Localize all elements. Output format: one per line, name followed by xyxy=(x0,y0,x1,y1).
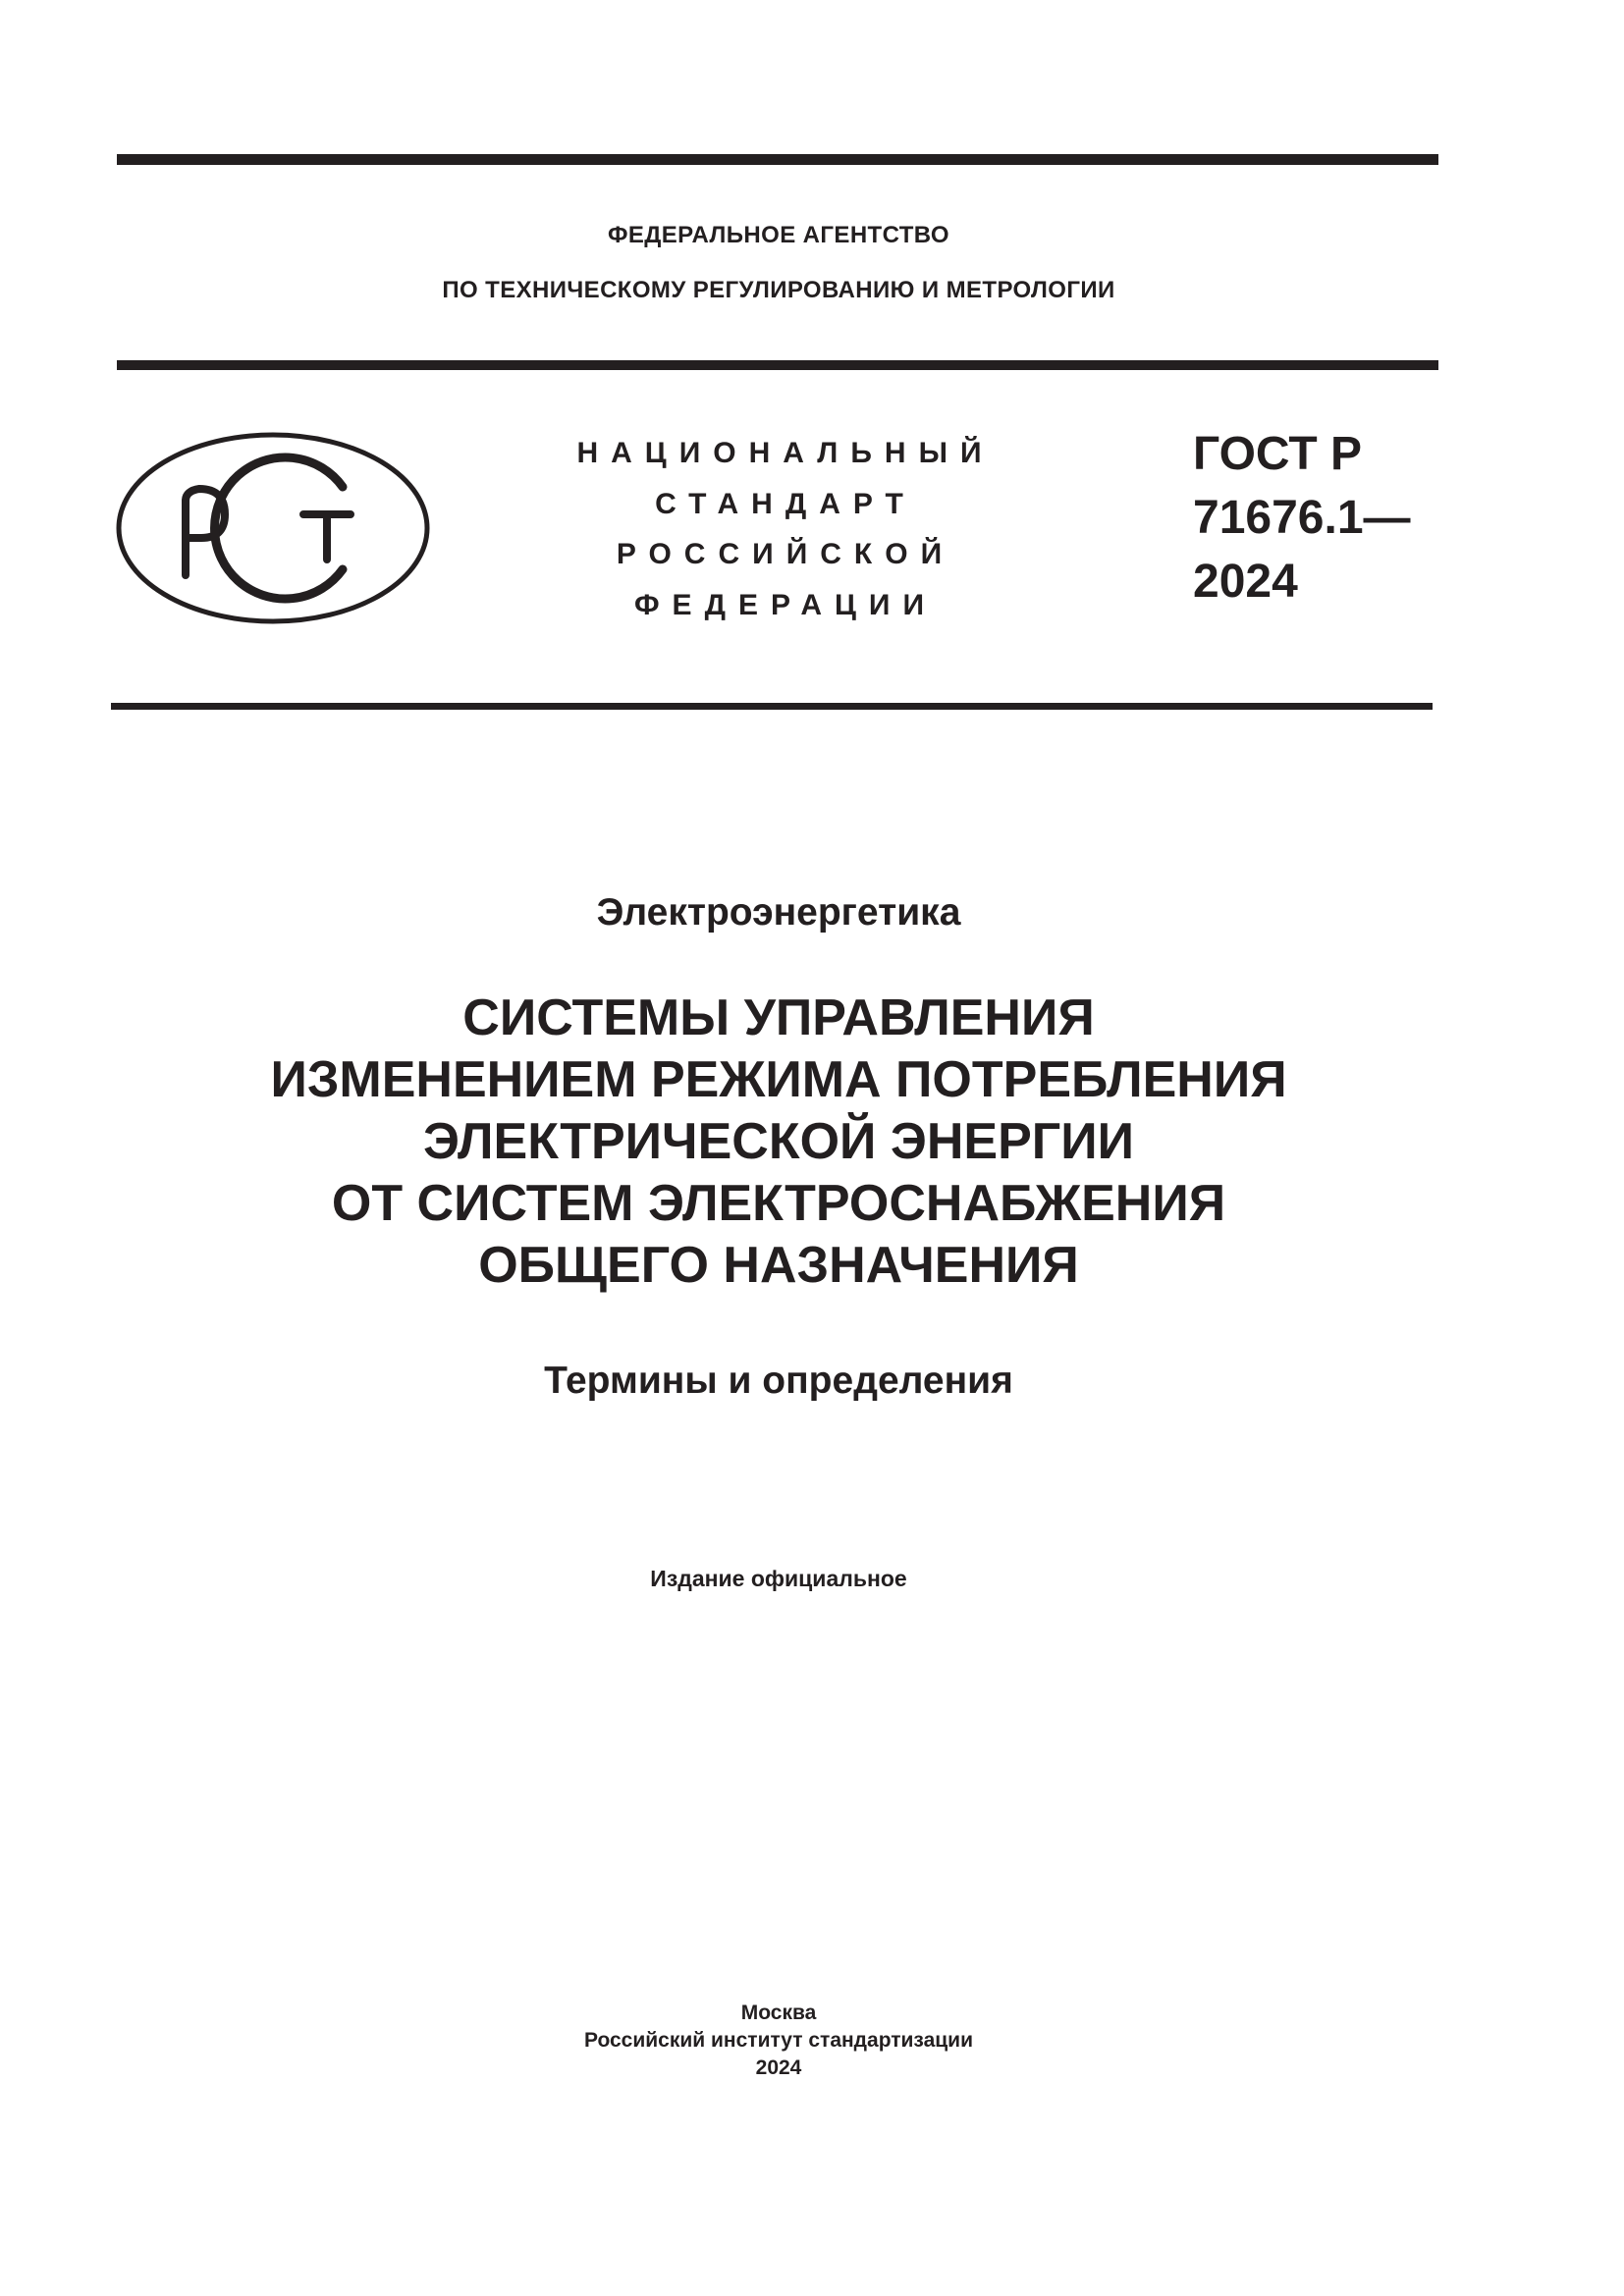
title-line-2: ИЗМЕНЕНИЕМ РЕЖИМА ПОТРЕБЛЕНИЯ xyxy=(270,1051,1287,1108)
imprint-publisher: Российский институт стандартизации xyxy=(583,2029,974,2052)
national-standard-line-4: ФЕДЕРАЦИИ xyxy=(633,589,938,621)
imprint-city: Москва xyxy=(740,2002,817,2024)
imprint-year: 2024 xyxy=(755,2056,802,2079)
middle-rule xyxy=(117,360,1438,370)
document-title xyxy=(0,988,1557,1297)
agency-name-line-1: ФЕДЕРАЛЬНОЕ АГЕНТСТВО xyxy=(607,222,950,248)
bottom-rule xyxy=(111,703,1433,710)
edition-note: Издание официальное xyxy=(650,1566,907,1591)
title-line-4: ОТ СИСТЕМ ЭЛЕКТРОСНАБЖЕНИЯ xyxy=(331,1175,1226,1232)
national-standard-line-1: НАЦИОНАЛЬНЫЙ xyxy=(576,437,995,469)
title-line-3: ЭЛЕКТРИЧЕСКОЙ ЭНЕРГИИ xyxy=(423,1113,1134,1170)
designation-line-1: ГОСТ Р xyxy=(1193,428,1363,480)
national-standard-line-3: РОССИЙСКОЙ xyxy=(616,538,955,570)
agency-name-line-2: ПО ТЕХНИЧЕСКОМУ РЕГУЛИРОВАНИЮ И МЕТРОЛОГИИ xyxy=(442,277,1115,303)
rst-certification-mark-icon xyxy=(115,430,431,626)
national-standard-line-2: СТАНДАРТ xyxy=(655,488,916,520)
imprint xyxy=(0,2000,1557,2082)
document-subtitle: Термины и определения xyxy=(544,1360,1013,1402)
subject-heading: Электроэнергетика xyxy=(596,891,961,934)
designation-line-2: 71676.1— xyxy=(1193,492,1411,544)
designation-line-3: 2024 xyxy=(1193,556,1298,608)
title-line-1: СИСТЕМЫ УПРАВЛЕНИЯ xyxy=(462,989,1095,1046)
top-rule xyxy=(117,154,1438,165)
title-line-5: ОБЩЕГО НАЗНАЧЕНИЯ xyxy=(478,1237,1079,1294)
standard-designation xyxy=(1193,422,1438,614)
